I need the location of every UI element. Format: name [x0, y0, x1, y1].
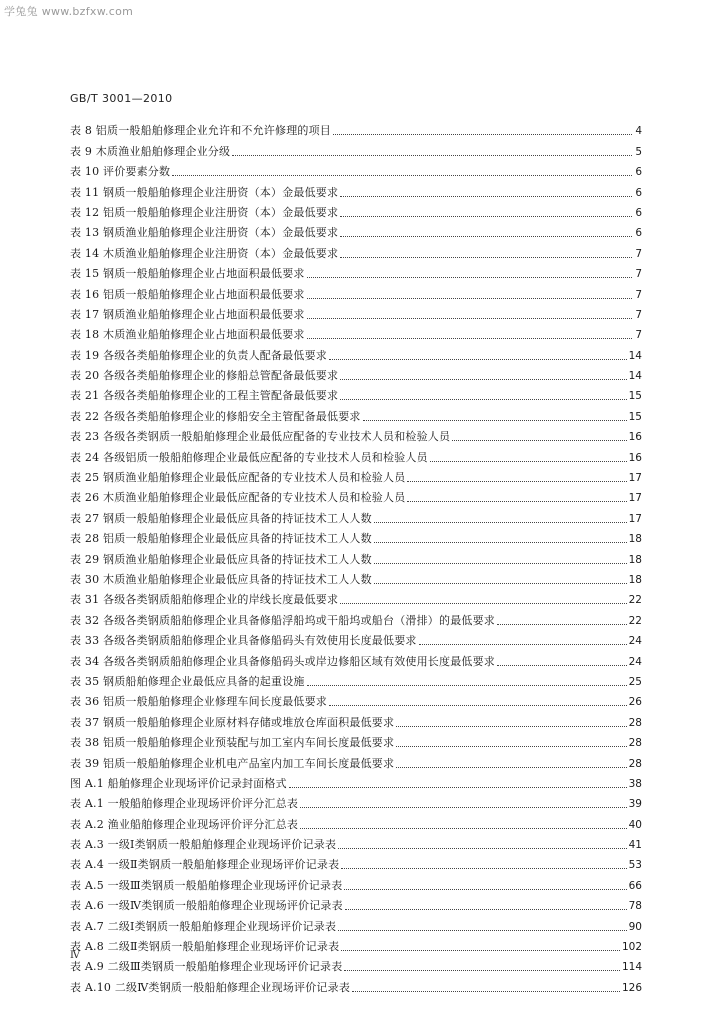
toc-entry-label: 表 37 钢质一般船舶修理企业原材料存储或堆放仓库面积最低要求 — [70, 715, 395, 729]
toc-entry-label: 表 14 木质渔业船舶修理企业注册资（本）金最低要求 — [70, 246, 339, 260]
toc-entry-label: 表 A.7 二级Ⅰ类钢质一般船舶修理企业现场评价记录表 — [70, 919, 337, 933]
toc-entry-label: 表 32 各级各类钢质船舶修理企业具备修船浮船坞或干船坞或船台（滑排）的最低要求 — [70, 613, 495, 627]
toc-entry[interactable] — [70, 118, 642, 138]
toc-entry[interactable] — [70, 587, 642, 607]
toc-dot-leader — [407, 500, 626, 502]
toc-dot-leader — [307, 297, 632, 299]
toc-entry-page: 14 — [628, 370, 642, 383]
toc-dot-leader — [419, 643, 627, 645]
toc-entry-page: 24 — [628, 655, 642, 668]
toc-dot-leader — [338, 847, 626, 849]
toc-entry[interactable] — [70, 546, 642, 566]
toc-entry-label: 图 A.1 船舶修理企业现场评价记录封面格式 — [70, 776, 287, 790]
toc-entry-page: 4 — [635, 125, 642, 138]
toc-entry-page: 126 — [621, 981, 642, 994]
toc-entry-page: 16 — [628, 451, 642, 464]
toc-entry-label: 表 27 钢质一般船舶修理企业最低应具备的持证技术工人人数 — [70, 511, 372, 525]
toc-entry[interactable] — [70, 689, 642, 709]
toc-entry-page: 15 — [628, 410, 642, 423]
toc-dot-leader — [232, 154, 632, 156]
toc-entry-label: 表 24 各级铝质一般船舶修理企业最低应配备的专业技术人员和检验人员 — [70, 450, 428, 464]
toc-entry-label: 表 30 木质渔业船舶修理企业最低应具备的持证技术工人人数 — [70, 572, 372, 586]
toc-entry[interactable] — [70, 730, 642, 750]
toc-entry[interactable] — [70, 648, 642, 668]
toc-entry[interactable] — [70, 383, 642, 403]
toc-dot-leader — [307, 337, 632, 339]
toc-entry-page: 6 — [635, 186, 642, 199]
toc-dot-leader — [307, 276, 632, 278]
toc-entry[interactable] — [70, 424, 642, 444]
toc-dot-leader — [340, 602, 626, 604]
toc-entry[interactable] — [70, 872, 642, 892]
toc-dot-leader — [452, 439, 626, 441]
toc-entry-label: 表 16 铝质一般船舶修理企业占地面积最低要求 — [70, 287, 305, 301]
toc-entry-page: 26 — [628, 696, 642, 709]
toc-dot-leader — [329, 358, 627, 360]
toc-entry-label: 表 18 木质渔业船舶修理企业占地面积最低要求 — [70, 328, 305, 342]
toc-entry-label: 表 36 铝质一般船舶修理企业修理车间长度最低要求 — [70, 695, 327, 709]
toc-entry-label: 表 28 铝质一般船舶修理企业最低应具备的持证技术工人人数 — [70, 532, 372, 546]
toc-dot-leader — [396, 745, 626, 747]
toc-dot-leader — [338, 929, 626, 931]
toc-entry-label: 表 15 钢质一般船舶修理企业占地面积最低要求 — [70, 267, 305, 281]
toc-entry[interactable] — [70, 138, 642, 158]
toc-dot-leader — [430, 460, 627, 462]
toc-entry-page: 24 — [628, 635, 642, 648]
toc-entry-page: 25 — [628, 675, 642, 688]
toc-dot-leader — [374, 541, 627, 543]
toc-entry-label: 表 12 铝质一般船舶修理企业注册资（本）金最低要求 — [70, 205, 339, 219]
toc-entry-page: 38 — [628, 777, 642, 790]
toc-entry[interactable] — [70, 771, 642, 791]
toc-dot-leader — [374, 582, 627, 584]
toc-dot-leader — [497, 664, 627, 666]
toc-entry[interactable] — [70, 200, 642, 220]
toc-entry[interactable] — [70, 485, 642, 505]
toc-entry-label: 表 22 各级各类船舶修理企业的修船安全主管配备最低要求 — [70, 409, 361, 423]
toc-dot-leader — [344, 888, 626, 890]
toc-entry-page: 28 — [628, 716, 642, 729]
toc-entry-label: 表 A.10 二级Ⅳ类钢质一般船舶修理企业现场评价记录表 — [70, 980, 351, 994]
toc-entry-page: 78 — [628, 900, 642, 913]
toc-entry-page: 28 — [628, 757, 642, 770]
toc-entry-label: 表 34 各级各类钢质船舶修理企业具备修船码头或岸边修船区域有效使用长度最低要求 — [70, 654, 495, 668]
toc-entry-page: 6 — [635, 227, 642, 240]
toc-entry-label: 表 31 各级各类钢质船舶修理企业的岸线长度最低要求 — [70, 593, 339, 607]
toc-entry-label: 表 A.5 一级Ⅲ类钢质一般船舶修理企业现场评价记录表 — [70, 878, 343, 892]
toc-entry-label: 表 38 铝质一般船舶修理企业预装配与加工室内车间长度最低要求 — [70, 736, 395, 750]
toc-entry-page: 15 — [628, 390, 642, 403]
toc-entry-label: 表 A.4 一级Ⅱ类钢质一般船舶修理企业现场评价记录表 — [70, 858, 340, 872]
toc-dot-leader — [396, 766, 626, 768]
toc-entry[interactable] — [70, 322, 642, 342]
toc-entry-page: 6 — [635, 166, 642, 179]
toc-entry-page: 16 — [628, 431, 642, 444]
toc-entry-label: 表 10 评价要素分数 — [70, 165, 171, 179]
toc-entry-page: 7 — [635, 247, 642, 260]
toc-entry-page: 114 — [621, 961, 642, 974]
toc-entry[interactable] — [70, 913, 642, 933]
toc-dot-leader — [333, 133, 632, 135]
document-code: GB/T 3001—2010 — [70, 92, 173, 105]
toc-entry-label: 表 A.1 一般船舶修理企业现场评价评分汇总表 — [70, 797, 299, 811]
toc-dot-leader — [172, 174, 632, 176]
toc-entry[interactable] — [70, 505, 642, 525]
toc-dot-leader — [307, 317, 632, 319]
toc-entry[interactable] — [70, 607, 642, 627]
toc-dot-leader — [340, 378, 626, 380]
toc-dot-leader — [307, 684, 627, 686]
site-watermark: 学兔兔 www.bzfxw.com — [4, 5, 134, 18]
toc-entry[interactable] — [70, 852, 642, 872]
toc-entry[interactable] — [70, 669, 642, 689]
toc-entry-page: 17 — [628, 512, 642, 525]
toc-dot-leader — [340, 235, 632, 237]
toc-entry-label: 表 23 各级各类钢质一般船舶修理企业最低应配备的专业技术人员和检验人员 — [70, 430, 451, 444]
toc-dot-leader — [396, 725, 626, 727]
toc-entry[interactable] — [70, 363, 642, 383]
toc-entry-page: 39 — [628, 798, 642, 811]
toc-dot-leader — [344, 969, 620, 971]
toc-entry[interactable] — [70, 179, 642, 199]
toc-entry[interactable] — [70, 567, 642, 587]
toc-entry-page: 22 — [628, 594, 642, 607]
toc-entry[interactable] — [70, 302, 642, 322]
toc-dot-leader — [340, 256, 632, 258]
toc-entry-label: 表 25 钢质渔业船舶修理企业最低应配备的专业技术人员和检验人员 — [70, 471, 406, 485]
toc-entry[interactable] — [70, 403, 642, 423]
toc-dot-leader — [407, 480, 626, 482]
toc-entry[interactable] — [70, 750, 642, 770]
toc-entry-label: 表 A.3 一级Ⅰ类钢质一般船舶修理企业现场评价记录表 — [70, 838, 337, 852]
toc-entry[interactable] — [70, 159, 642, 179]
toc-entry-label: 表 A.9 二级Ⅲ类钢质一般船舶修理企业现场评价记录表 — [70, 960, 343, 974]
toc-entry-label: 表 17 钢质渔业船舶修理企业占地面积最低要求 — [70, 307, 305, 321]
toc-dot-leader — [341, 867, 626, 869]
toc-entry-page: 7 — [635, 308, 642, 321]
toc-dot-leader — [340, 398, 626, 400]
toc-entry-label: 表 39 铝质一般船舶修理企业机电产品室内加工车间长度最低要求 — [70, 756, 395, 770]
toc-entry-label: 表 20 各级各类船舶修理企业的修船总管配备最低要求 — [70, 369, 339, 383]
toc-dot-leader — [497, 623, 627, 625]
toc-entry-page: 17 — [628, 472, 642, 485]
toc-entry[interactable] — [70, 465, 642, 485]
toc-entry-page: 7 — [635, 329, 642, 342]
toc-dot-leader — [329, 704, 627, 706]
toc-entry-page: 28 — [628, 737, 642, 750]
toc-entry[interactable] — [70, 220, 642, 240]
toc-entry[interactable] — [70, 342, 642, 362]
toc-entry-label: 表 21 各级各类船舶修理企业的工程主管配备最低要求 — [70, 389, 339, 403]
toc-entry-label: 表 8 铝质一般船舶修理企业允许和不允许修理的项目 — [70, 124, 331, 138]
toc-entry-label: 表 26 木质渔业船舶修理企业最低应配备的专业技术人员和检验人员 — [70, 491, 406, 505]
toc-dot-leader — [345, 908, 627, 910]
toc-entry[interactable] — [70, 709, 642, 729]
toc-entry-label: 表 35 钢质船舶修理企业最低应具备的起重设施 — [70, 674, 305, 688]
toc-dot-leader — [374, 562, 627, 564]
toc-entry[interactable] — [70, 444, 642, 464]
toc-entry-label: 表 9 木质渔业船舶修理企业分级 — [70, 144, 231, 158]
toc-entry-page: 66 — [628, 879, 642, 892]
toc-entry-label: 表 A.8 二级Ⅱ类钢质一般船舶修理企业现场评价记录表 — [70, 940, 340, 954]
toc-entry[interactable] — [70, 240, 642, 260]
toc-entry[interactable] — [70, 628, 642, 648]
toc-dot-leader — [363, 419, 627, 421]
toc-entry[interactable] — [70, 791, 642, 811]
toc-entry-page: 53 — [628, 859, 642, 872]
toc-dot-leader — [374, 521, 627, 523]
toc-entry[interactable] — [70, 974, 642, 994]
toc-entry-page: 5 — [635, 145, 642, 158]
toc-entry-label: 表 29 钢质渔业船舶修理企业最低应具备的持证技术工人人数 — [70, 552, 372, 566]
toc-entry-page: 17 — [628, 492, 642, 505]
toc-entry[interactable] — [70, 811, 642, 831]
toc-entry-page: 18 — [628, 553, 642, 566]
toc-dot-leader — [352, 990, 620, 992]
toc-entry-label: 表 11 钢质一般船舶修理企业注册资（本）金最低要求 — [70, 185, 339, 199]
toc-entry-page: 18 — [628, 533, 642, 546]
page-number: Ⅳ — [70, 950, 80, 961]
toc-entry-page: 102 — [621, 941, 642, 954]
toc-entry-page: 41 — [628, 839, 642, 852]
toc-dot-leader — [340, 215, 632, 217]
toc-entry-label: 表 A.2 渔业船舶修理企业现场评价评分汇总表 — [70, 817, 299, 831]
toc-entry[interactable] — [70, 893, 642, 913]
toc-dot-leader — [300, 827, 627, 829]
toc-entry[interactable] — [70, 954, 642, 974]
toc-entry-label: 表 33 各级各类钢质船舶修理企业具备修船码头有效使用长度最低要求 — [70, 634, 417, 648]
toc-entry-page: 90 — [628, 920, 642, 933]
toc-entry[interactable] — [70, 934, 642, 954]
toc-entry-page: 18 — [628, 573, 642, 586]
toc-entry-label: 表 A.6 一级Ⅳ类钢质一般船舶修理企业现场评价记录表 — [70, 899, 343, 913]
toc-entry[interactable] — [70, 526, 642, 546]
toc-entry-label: 表 13 钢质渔业船舶修理企业注册资（本）金最低要求 — [70, 226, 339, 240]
toc-entry-page: 7 — [635, 268, 642, 281]
toc-entry-page: 40 — [628, 818, 642, 831]
toc-entry-page: 7 — [635, 288, 642, 301]
toc-entry-page: 14 — [628, 349, 642, 362]
toc-entry[interactable] — [70, 281, 642, 301]
toc-dot-leader — [340, 195, 632, 197]
toc-dot-leader — [341, 949, 620, 951]
toc-dot-leader — [300, 806, 627, 808]
toc-entry-page: 6 — [635, 206, 642, 219]
toc-entry[interactable] — [70, 261, 642, 281]
toc-entry[interactable] — [70, 832, 642, 852]
toc-entry-label: 表 19 各级各类船舶修理企业的负责人配备最低要求 — [70, 348, 327, 362]
toc-dot-leader — [289, 786, 627, 788]
table-of-contents — [70, 118, 642, 995]
toc-entry-page: 22 — [628, 614, 642, 627]
